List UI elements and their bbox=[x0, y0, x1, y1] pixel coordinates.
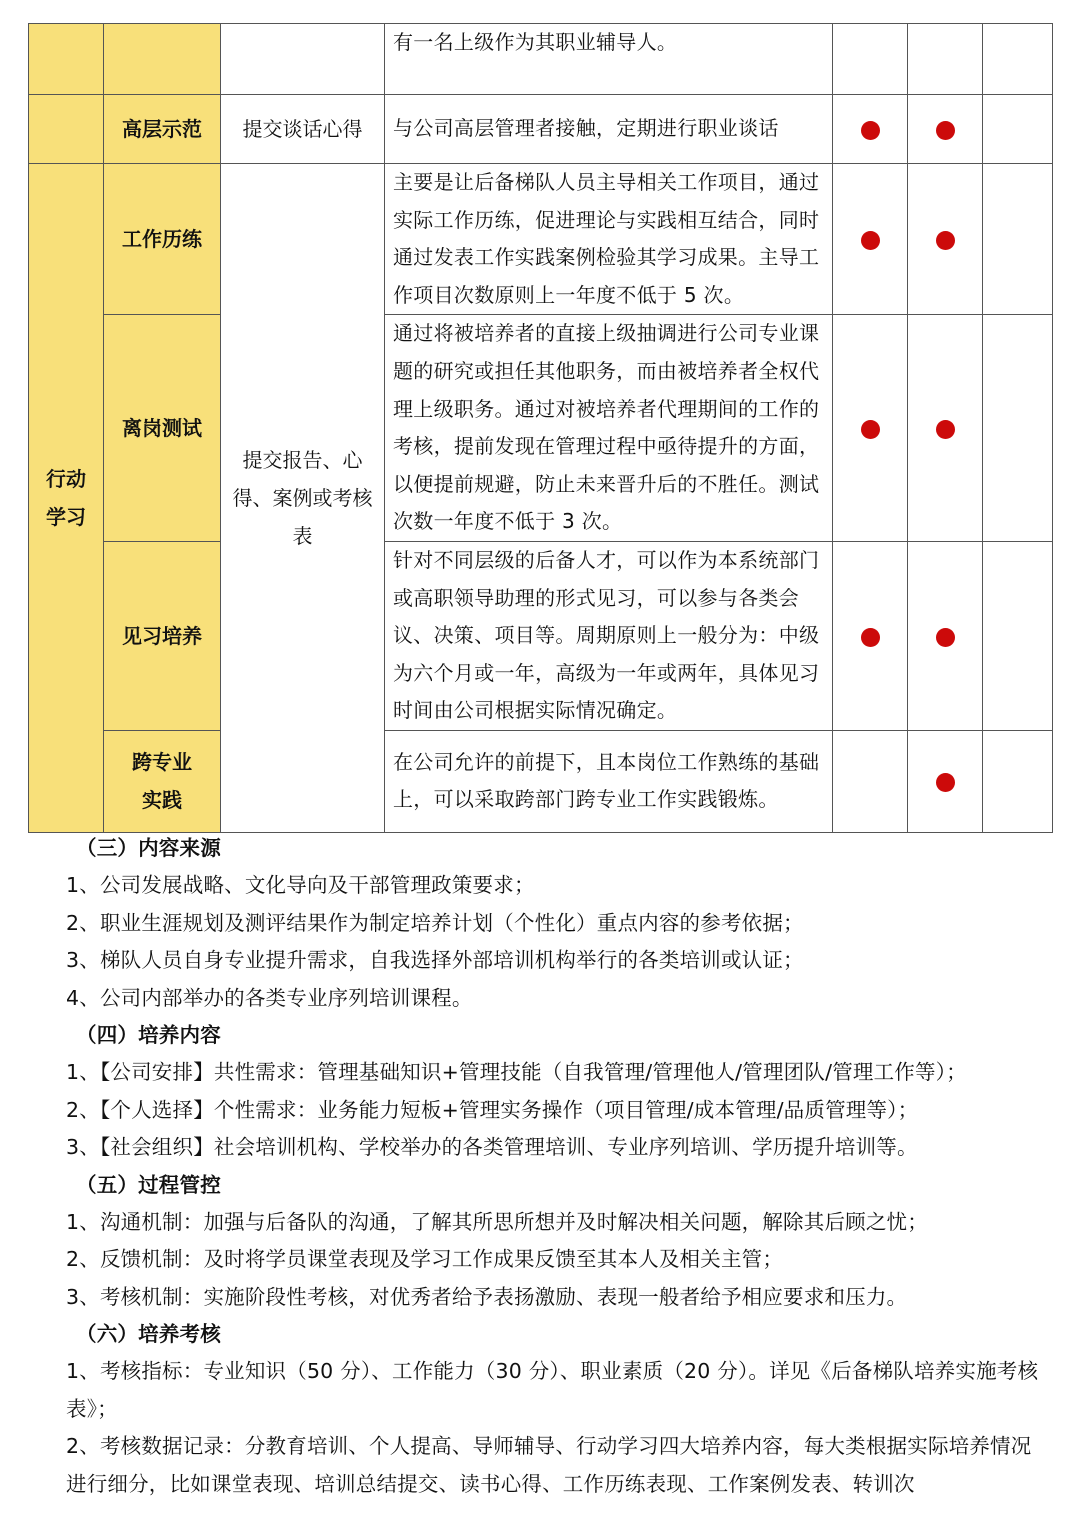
item-cell: 离岗测试 bbox=[104, 315, 221, 542]
table-row bbox=[29, 164, 1053, 315]
mark-cell bbox=[983, 95, 1053, 164]
section-heading: （六）培养考核 bbox=[76, 1322, 221, 1347]
mark-cell bbox=[983, 24, 1053, 95]
mark-cell bbox=[833, 541, 908, 730]
mark-cell bbox=[908, 541, 983, 730]
mark-cell bbox=[908, 730, 983, 832]
section-heading: （三）内容来源 bbox=[76, 836, 221, 860]
mark-cell bbox=[833, 730, 908, 832]
red-dot-mark bbox=[861, 231, 880, 250]
mark-cell bbox=[983, 730, 1053, 832]
mark-cell bbox=[908, 164, 983, 315]
form-cell: 提交谈话心得 bbox=[221, 95, 385, 164]
table-row bbox=[29, 95, 1053, 164]
item-cell: 跨专业实践 bbox=[104, 730, 221, 832]
mark-cell bbox=[983, 541, 1053, 730]
red-dot-mark bbox=[936, 121, 955, 140]
red-dot-mark bbox=[861, 420, 880, 439]
description-cell: 在公司允许的前提下，且本岗位工作熟练的基础上，可以采取跨部门跨专业工作实践锻炼。 bbox=[385, 730, 833, 832]
description-cell: 有一名上级作为其职业辅导人。 bbox=[385, 24, 833, 95]
list-item: 3、梯队人员自身专业提升需求，自我选择外部培训机构举行的各类培训或认证； bbox=[66, 948, 804, 973]
category-cell bbox=[29, 24, 104, 95]
list-item: 1、公司发展战略、文化导向及干部管理政策要求； bbox=[66, 873, 535, 898]
mark-cell bbox=[833, 164, 908, 315]
red-dot-mark bbox=[936, 773, 955, 792]
mark-cell bbox=[833, 24, 908, 95]
list-item: 1、沟通机制：加强与后备队的沟通，了解其所思所想并及时解决相关问题，解除其后顾之忧； bbox=[66, 1209, 928, 1234]
mark-cell bbox=[833, 95, 908, 164]
item-cell: 工作历练 bbox=[104, 164, 221, 315]
mark-cell bbox=[908, 315, 983, 542]
section-heading: （五）过程管控 bbox=[76, 1172, 221, 1197]
item-cell: 见习培养 bbox=[104, 541, 221, 730]
training-plan-table bbox=[28, 23, 1053, 833]
description-cell: 与公司高层管理者接触，定期进行职业谈话 bbox=[385, 95, 833, 164]
category-cell bbox=[29, 95, 104, 164]
table-row bbox=[29, 315, 1053, 542]
table-row bbox=[29, 541, 1053, 730]
category-cell: 行动学习 bbox=[29, 164, 104, 833]
red-dot-mark bbox=[936, 420, 955, 439]
red-dot-mark bbox=[861, 121, 880, 140]
form-cell: 提交报告、心得、案例或考核表 bbox=[221, 164, 385, 833]
table-row bbox=[29, 730, 1053, 832]
description-cell: 通过将被培养者的直接上级抽调进行公司专业课题的研究或担任其他职务，而由被培养者全权代理上级职务。通过对被培养者代理期间的工作的考核，提前发现在管理过程中亟待提升的方面，以便提前规避，防止未来晋升后的不胜任。测试次数一年度不低于 3 次。 bbox=[385, 315, 833, 542]
list-item: 2、职业生涯规划及测评结果作为制定培养计划（个性化）重点内容的参考依据； bbox=[66, 910, 804, 935]
list-item: 1、【公司安排】共性需求：管理基础知识+管理技能（自我管理/管理他人/管理团队/管理工作等）； bbox=[66, 1060, 967, 1085]
document-body bbox=[66, 830, 1046, 1503]
list-item: 3、【社会组织】社会培训机构、学校举办的各类管理培训、专业序列培训、学历提升培训等。 bbox=[66, 1135, 918, 1160]
list-item: 2、【个人选择】个性需求：业务能力短板+管理实务操作（项目管理/成本管理/品质管理等）； bbox=[66, 1097, 919, 1122]
red-dot-mark bbox=[936, 231, 955, 250]
list-item: 2、考核数据记录：分教育培训、个人提高、导师辅导、行动学习四大培养内容，每大类根据实际培养情况进行细分，比如课堂表现、培训总结提交、读书心得、工作历练表现、工作案例发表、转训次 bbox=[66, 1434, 1032, 1496]
mark-cell bbox=[908, 24, 983, 95]
mark-cell bbox=[833, 315, 908, 542]
mark-cell bbox=[983, 164, 1053, 315]
mark-cell bbox=[908, 95, 983, 164]
red-dot-mark bbox=[936, 628, 955, 647]
red-dot-mark bbox=[861, 628, 880, 647]
item-cell: 高层示范 bbox=[104, 95, 221, 164]
mark-cell bbox=[983, 315, 1053, 542]
form-cell bbox=[221, 24, 385, 95]
section-heading: （四）培养内容 bbox=[76, 1022, 221, 1047]
list-item: 4、公司内部举办的各类专业序列培训课程。 bbox=[66, 985, 473, 1010]
list-item: 3、考核机制：实施阶段性考核，对优秀者给予表扬激励、表现一般者给予相应要求和压力。 bbox=[66, 1284, 908, 1309]
list-item: 1、考核指标：专业知识（50 分）、工作能力（30 分）、职业素质（20 分）。详见《后备梯队培养实施考核表》； bbox=[66, 1359, 1039, 1421]
description-cell: 针对不同层级的后备人才，可以作为本系统部门或高职领导助理的形式见习，可以参与各类会议、决策、项目等。周期原则上一般分为：中级为六个月或一年，高级为一年或两年，具体见习时间由公司根据实际情况确定。 bbox=[385, 541, 833, 730]
item-cell bbox=[104, 24, 221, 95]
list-item: 2、反馈机制：及时将学员课堂表现及学习工作成果反馈至其本人及相关主管； bbox=[66, 1247, 784, 1272]
table-row bbox=[29, 24, 1053, 95]
description-cell: 主要是让后备梯队人员主导相关工作项目，通过实际工作历练，促进理论与实践相互结合，同时通过发表工作实践案例检验其学习成果。主导工作项目次数原则上一年度不低于 5 次。 bbox=[385, 164, 833, 315]
